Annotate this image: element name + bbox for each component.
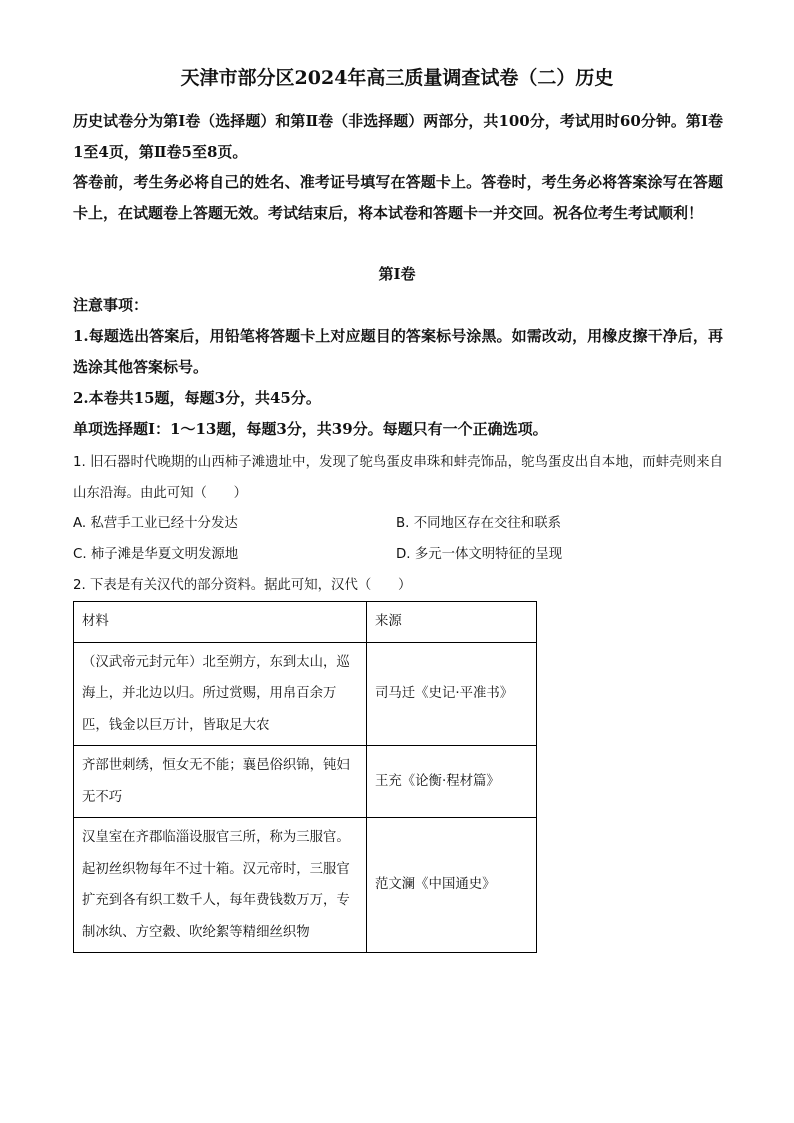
question-1-option-a: A. 私营手工业已经十分发达 [73,516,238,531]
table-header-material: 材料 [74,602,367,643]
table-row [74,746,537,818]
table-cell-material: （汉武帝元封元年）北至朔方，东到太山，巡海上，并北边以归。所过赏赐，用帛百余万匹，钱金以巨万计，皆取足大农 [74,642,367,746]
table-cell-source: 王充《论衡·程材篇》 [367,746,537,818]
table-row [74,642,537,746]
question-2-stem: 2. 下表是有关汉代的部分资料。据此可知，汉代（ ） [73,578,412,593]
question-1-option-c: C. 柿子滩是华夏文明发源地 [73,547,239,562]
notice-item-1: 1.每题选出答案后，用铅笔将答题卡上对应题目的答案标号涂黑。如需改动，用橡皮擦干净后，再选涂其他答案标号。 [73,327,723,376]
source-table [73,601,537,953]
section-title: 第Ⅰ卷 [378,265,416,283]
question-1-option-b: B. 不同地区存在交往和联系 [396,516,561,531]
notice-item-2: 2.本卷共15题，每题3分，共45分。 [73,389,321,407]
table-cell-material: 齐部世刺绣，恒女无不能；襄邑俗织锦，钝妇无不巧 [74,746,367,818]
table-cell-source: 司马迁《史记·平准书》 [367,642,537,746]
notice-heading: 注意事项： [73,296,149,314]
table-cell-material: 汉皇室在齐郡临淄设服官三所，称为三服官。起初丝织物每年不过十箱。汉元帝时，三服官扩充到各有织工数千人，每年费钱数万万，专制冰纨、方空縠、吹纶絮等精细丝织物 [74,818,367,953]
question-1-option-d: D. 多元一体文明特征的呈现 [396,547,563,562]
table-row [74,818,537,953]
table-header-row [74,602,537,643]
intro-paragraph-1: 历史试卷分为第Ⅰ卷（选择题）和第Ⅱ卷（非选择题）两部分，共100分，考试用时60分钟。第Ⅰ卷1至4页，第Ⅱ卷5至8页。 [73,112,723,161]
table-header-source: 来源 [367,602,537,643]
single-choice-instruction: 单项选择题Ⅰ：1～13题，每题3分，共39分。每题只有一个正确选项。 [73,420,548,438]
table-cell-source: 范文澜《中国通史》 [367,818,537,953]
intro-paragraph-2: 答卷前，考生务必将自己的姓名、准考证号填写在答题卡上。答卷时，考生务必将答案涂写在答题卡上，在试题卷上答题无效。考试结束后，将本试卷和答题卡一并交回。祝各位考生考试顺利！ [73,173,723,222]
exam-title: 天津市部分区2024年高三质量调查试卷（二）历史 [180,67,614,89]
question-1-stem: 1. 旧石器时代晚期的山西柿子滩遗址中，发现了鸵鸟蛋皮串珠和蚌壳饰品，鸵鸟蛋皮出自本地，而蚌壳则来自山东沿海。由此可知（ ） [73,455,723,501]
